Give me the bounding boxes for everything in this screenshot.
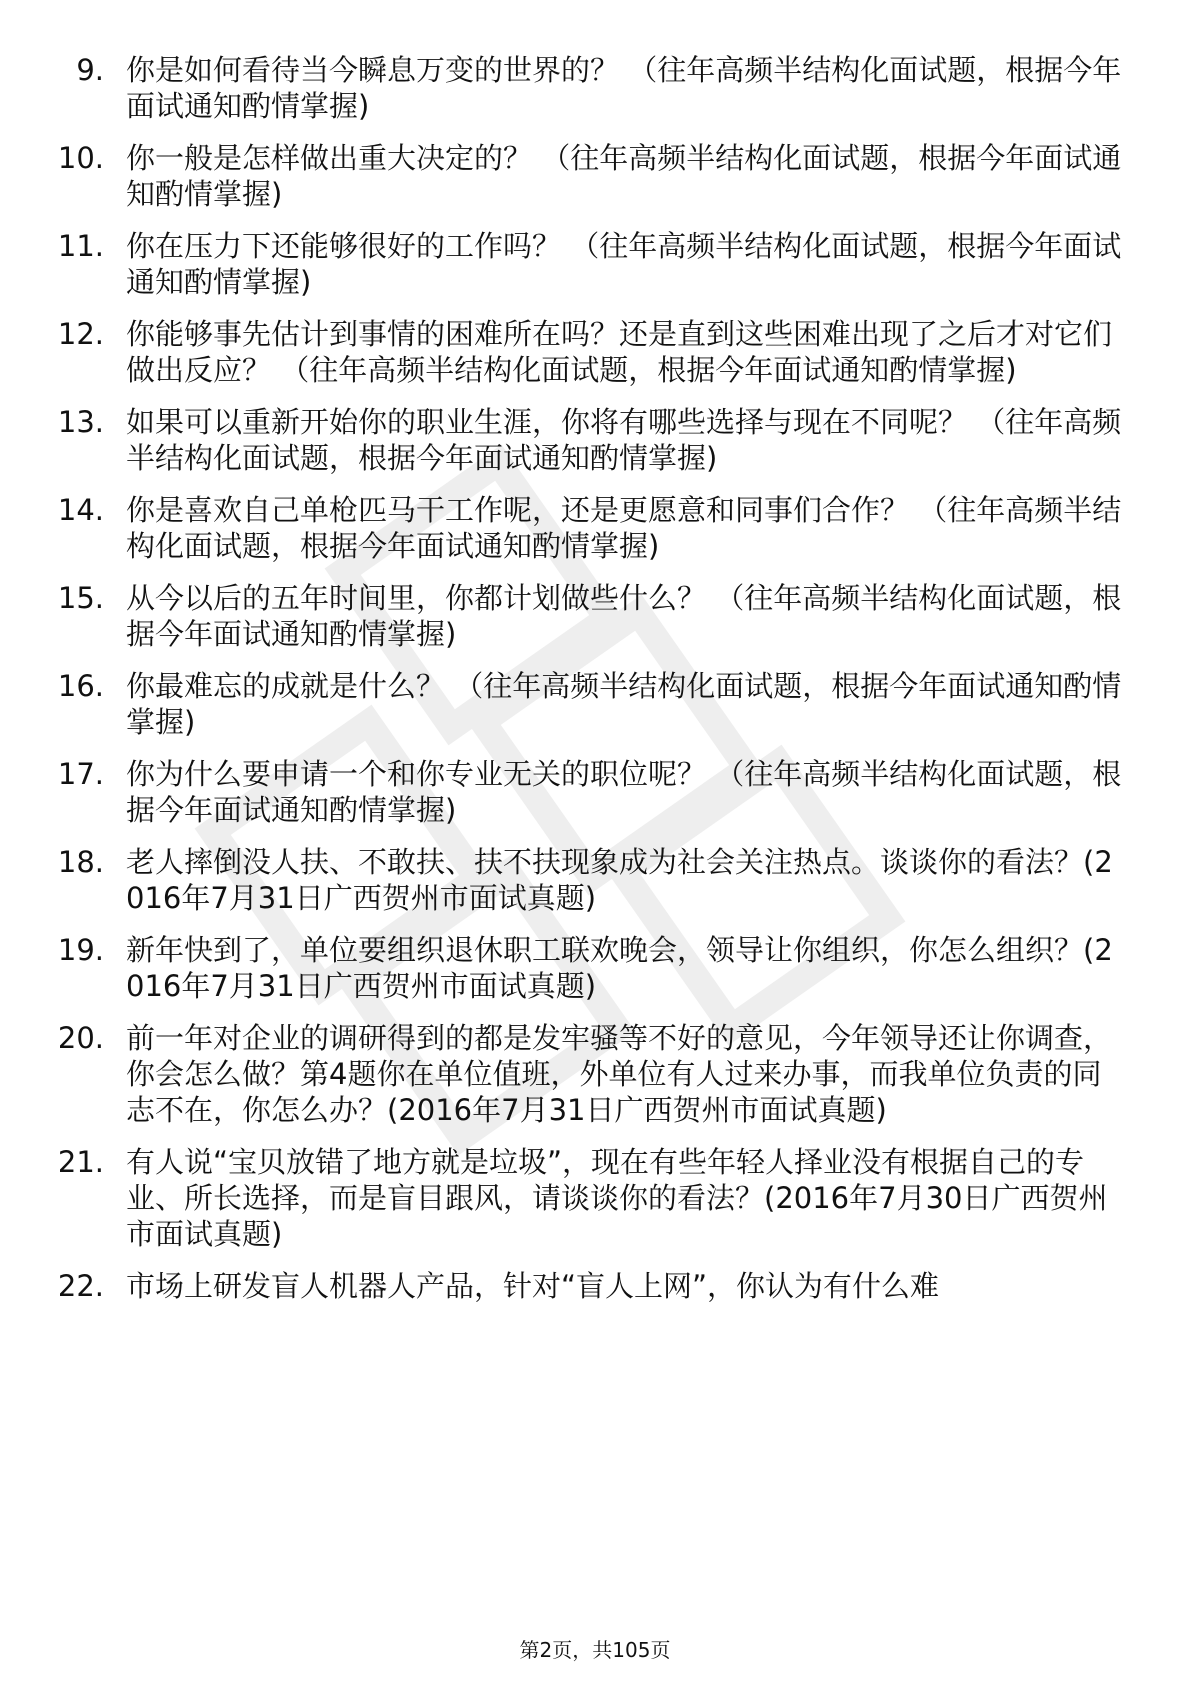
question-item xyxy=(0,492,1190,564)
question-number: 12. xyxy=(57,317,104,351)
question-text: 你一般是怎样做出重大决定的？ （往年高频半结构化面试题，根据今年面试通知酌情掌握) xyxy=(126,141,1122,211)
question-number: 21. xyxy=(57,1145,104,1179)
question-item xyxy=(0,844,1190,916)
question-item xyxy=(0,580,1190,652)
question-text: 新年快到了，单位要组织退休职工联欢晚会，领导让你组织，你怎么组织？(2016年7月31日广西贺州市面试真题) xyxy=(126,933,1113,1003)
question-text: 从今以后的五年时间里，你都计划做些什么？ （往年高频半结构化面试题，根据今年面试通知酌情掌握) xyxy=(126,581,1122,651)
question-number: 10. xyxy=(57,141,104,175)
question-text: 你能够事先估计到事情的困难所在吗？还是直到这些困难出现了之后才对它们做出反应？ （往年高频半结构化面试题，根据今年面试通知酌情掌握) xyxy=(126,317,1113,387)
question-number: 9. xyxy=(76,53,104,87)
question-item xyxy=(0,756,1190,828)
question-text: 你是如何看待当今瞬息万变的世界的？ （往年高频半结构化面试题，根据今年面试通知酌情掌握) xyxy=(126,53,1122,123)
question-item xyxy=(0,228,1190,300)
question-item xyxy=(0,932,1190,1004)
question-list xyxy=(0,52,1190,1320)
question-text: 如果可以重新开始你的职业生涯，你将有哪些选择与现在不同呢？ （往年高频半结构化面试题，根据今年面试通知酌情掌握) xyxy=(126,405,1122,475)
question-text: 你是喜欢自己单枪匹马干工作呢，还是更愿意和同事们合作？ （往年高频半结构化面试题，根据今年面试通知酌情掌握) xyxy=(126,493,1122,563)
question-text: 你在压力下还能够很好的工作吗？ （往年高频半结构化面试题，根据今年面试通知酌情掌握) xyxy=(126,229,1122,299)
question-item xyxy=(0,52,1190,124)
question-text: 市场上研发盲人机器人产品，针对“盲人上网”，你认为有什么难 xyxy=(126,1269,940,1303)
question-item xyxy=(0,316,1190,388)
question-text: 有人说“宝贝放错了地方就是垃圾”，现在有些年轻人择业没有根据自己的专业、所长选择，而是盲目跟风，请谈谈你的看法？(2016年7月30日广西贺州市面试真题) xyxy=(126,1145,1108,1251)
page-number: 第2页，共105页 xyxy=(519,1638,671,1662)
question-number: 13. xyxy=(57,405,104,439)
question-item xyxy=(0,668,1190,740)
question-number: 22. xyxy=(57,1269,104,1303)
question-item xyxy=(0,1144,1190,1252)
question-number: 19. xyxy=(57,933,104,967)
question-number: 18. xyxy=(57,845,104,879)
question-item xyxy=(0,1020,1190,1128)
question-number: 17. xyxy=(57,757,104,791)
question-item xyxy=(0,404,1190,476)
question-text: 你为什么要申请一个和你专业无关的职位呢？ （往年高频半结构化面试题，根据今年面试通知酌情掌握) xyxy=(126,757,1122,827)
question-item xyxy=(0,140,1190,212)
question-number: 20. xyxy=(57,1021,104,1055)
question-item xyxy=(0,1268,1190,1304)
question-text: 你最难忘的成就是什么？ （往年高频半结构化面试题，根据今年面试通知酌情掌握) xyxy=(126,669,1122,739)
question-text: 前一年对企业的调研得到的都是发牢骚等不好的意见，今年领导还让你调查，你会怎么做？第4题你在单位值班，外单位有人过来办事，而我单位负责的同志不在，你怎么办？(2016年7月31日广西贺州市面试真题) xyxy=(126,1021,1113,1127)
question-number: 16. xyxy=(57,669,104,703)
question-number: 15. xyxy=(57,581,104,615)
question-text: 老人摔倒没人扶、不敢扶、扶不扶现象成为社会关注热点。谈谈你的看法？(2016年7月31日广西贺州市面试真题) xyxy=(126,845,1113,915)
question-number: 11. xyxy=(57,229,104,263)
question-number: 14. xyxy=(57,493,104,527)
